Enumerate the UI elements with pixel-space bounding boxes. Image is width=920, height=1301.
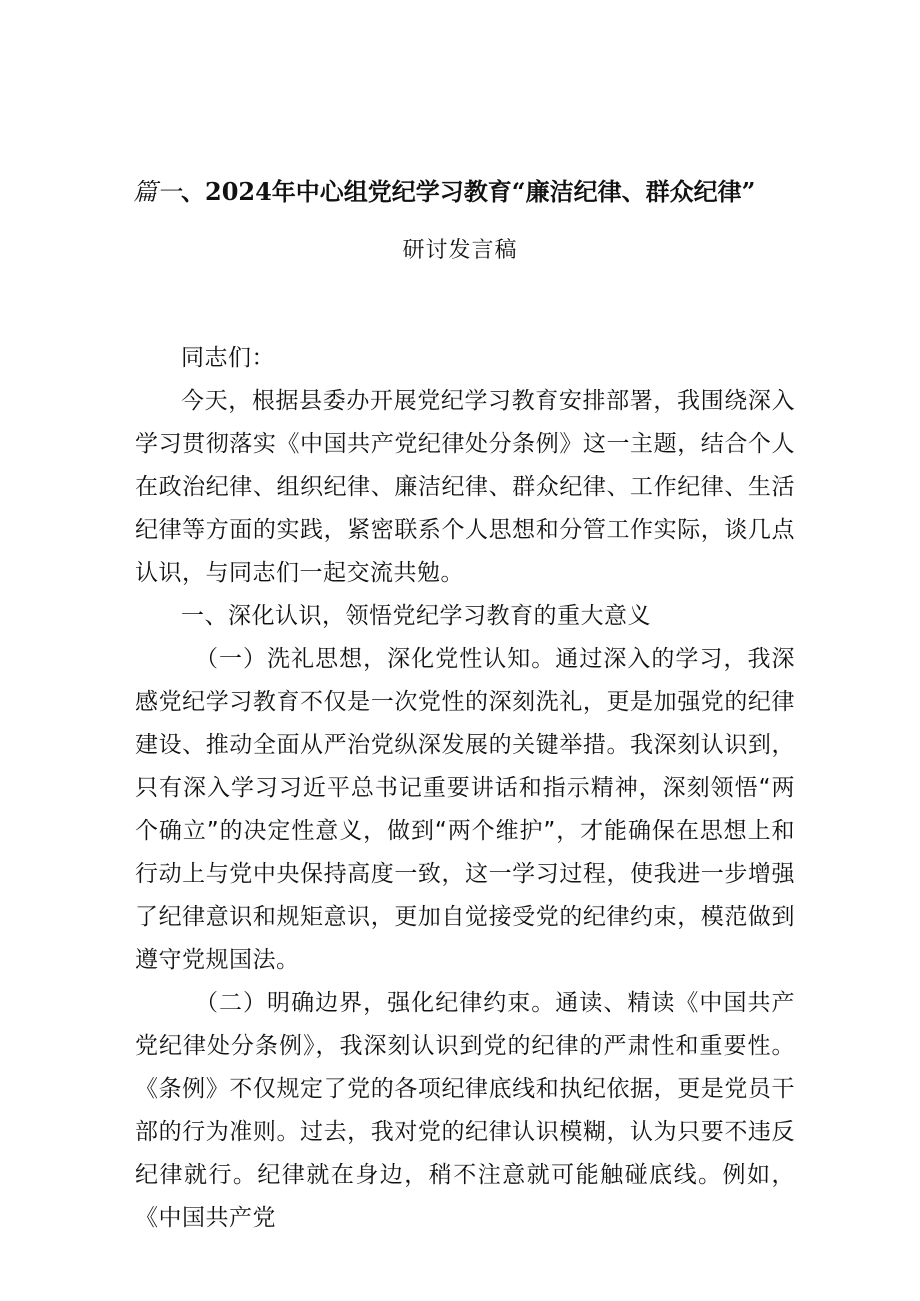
title-main: 、2024年中心组党纪学习教育“廉洁纪律、群众纪律” [181, 177, 756, 206]
section-heading: 一、深化认识，领悟党纪学习教育的重大意义 [181, 603, 651, 629]
document-body [135, 337, 795, 1240]
paragraph-item-2: （二）明确边界，强化纪律约束。通读、精读《中国共产党纪律处分条例》，我深刻认识到党的纪律的严肃性和重要性。《条例》不仅规定了党的各项纪律底线和执纪依据，更是党员干部的行为准则。过去，我对党的纪律认识模糊，认为只要不违反纪律就行。纪律就在身边，稍不注意就可能触碰底线。例如，《中国共产党 [135, 990, 795, 1231]
title-prefix: 篇一 [133, 178, 181, 206]
salutation: 同志们： [181, 345, 275, 371]
paragraph-item-1: （一）洗礼思想，深化党性认知。通过深入的学习，我深感党纪学习教育不仅是一次党性的深刻洗礼，更是加强党的纪律建设、推动全面从严治党纵深发展的关键举措。我深刻认识到，只有深入学习习近平总书记重要讲话和指示精神，深刻领悟“两个确立”的决定性意义，做到“两个维护”，才能确保在思想上和行动上与党中央保持高度一致，这一学习过程，使我进一步增强了纪律意识和规矩意识，更加自觉接受党的纪律约束，模范做到遵守党规国法。 [135, 646, 795, 973]
document-title [133, 172, 755, 207]
paragraph-intro: 今天，根据县委办开展党纪学习教育安排部署，我围绕深入学习贯彻落实《中国共产党纪律处分条例》这一主题，结合个人在政治纪律、组织纪律、廉洁纪律、群众纪律、工作纪律、生活纪律等方面的实践，紧密联系个人思想和分管工作实际，谈几点认识，与同志们一起交流共勉。 [135, 388, 795, 586]
document-subtitle: 研讨发言稿 [402, 238, 518, 263]
